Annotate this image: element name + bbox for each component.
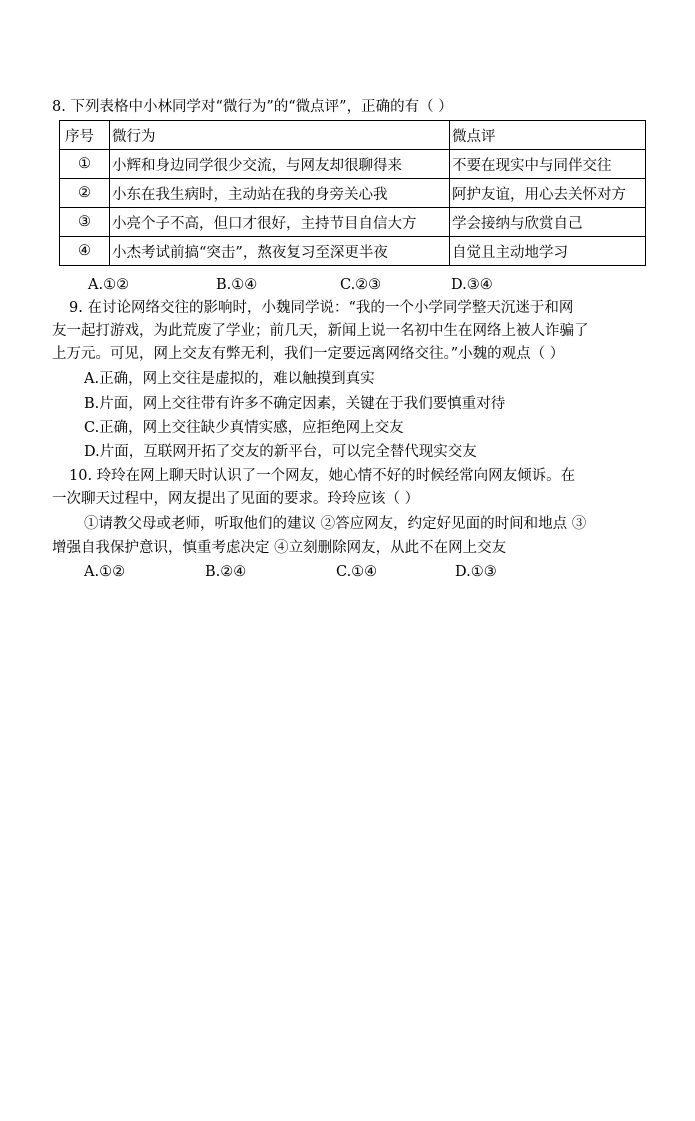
q9-stem-line: 9. 在讨论网络交往的影响时，小魏同学说：“我的一个小学同学整天沉迷于和网 <box>69 300 574 316</box>
q8-table <box>59 120 646 266</box>
q8-option-a: A.①② <box>88 277 130 293</box>
q9-option-c: C.正确，网上交往缺少真情实感，应拒绝网上交友 <box>84 420 404 436</box>
q8-option-b: B.①④ <box>216 277 258 293</box>
q9-stem-line: 友一起打游戏，为此荒废了学业；前几天，新闻上说一名初中生在网络上被人诈骗了 <box>52 323 589 339</box>
row-comment: 不要在现实中与同伴交往 <box>450 150 646 179</box>
q10-option-b: B.②④ <box>205 564 247 580</box>
q9-option-d: D.片面，互联网开拓了交友的新平台，可以完全替代现实交友 <box>84 444 477 460</box>
table-row <box>60 208 646 237</box>
table-header-row <box>60 121 646 150</box>
q8-option-d: D.③④ <box>451 277 493 293</box>
row-index: ① <box>60 150 110 179</box>
row-behavior: 小亮个子不高，但口才很好，主持节目自信大方 <box>110 208 450 237</box>
header-comment: 微点评 <box>450 121 646 150</box>
q10-options <box>0 562 695 582</box>
row-behavior: 小东在我生病时，主动站在我的身旁关心我 <box>110 179 450 208</box>
row-comment: 阿护友谊，用心去关怀对方 <box>450 179 646 208</box>
row-index: ④ <box>60 237 110 266</box>
row-behavior: 小杰考试前搞“突击”，熬夜复习至深更半夜 <box>110 237 450 266</box>
row-behavior: 小辉和身边同学很少交流，与网友却很聊得来 <box>110 150 450 179</box>
table-row <box>60 150 646 179</box>
q10-option-d: D.①③ <box>455 564 497 580</box>
row-index: ② <box>60 179 110 208</box>
q9-option-a: A.正确，网上交往是虚拟的，难以触摸到真实 <box>84 371 375 387</box>
header-behavior: 微行为 <box>110 121 450 150</box>
header-index: 序号 <box>60 121 110 150</box>
q8-options <box>0 275 695 295</box>
row-comment: 学会接纳与欣赏自己 <box>450 208 646 237</box>
q10-stem-line: 一次聊天过程中，网友提出了见面的要求。玲玲应该（ ） <box>52 491 420 507</box>
q8-option-c: C.②③ <box>340 277 382 293</box>
q10-choices-line: ①请教父母或老师，听取他们的建议 ②答应网友，约定好见面的时间和地点 ③ <box>84 516 587 532</box>
q8-stem: 8. 下列表格中小林同学对“微行为”的“微点评”，正确的有（ ） <box>52 99 453 115</box>
q10-choices-line: 增强自我保护意识，慎重考虑决定 ④立刻删除网友，从此不在网上交友 <box>52 540 507 556</box>
table-row <box>60 179 646 208</box>
q9-option-b: B.片面，网上交往带有许多不确定因素，关键在于我们要慎重对待 <box>84 396 506 412</box>
table-row <box>60 237 646 266</box>
q10-option-c: C.①④ <box>336 564 378 580</box>
row-index: ③ <box>60 208 110 237</box>
q10-stem-line: 10. 玲玲在网上聊天时认识了一个网友，她心情不好的时候经常向网友倾诉。在 <box>69 468 576 484</box>
row-comment: 自觉且主动地学习 <box>450 237 646 266</box>
q9-stem-line: 上万元。可见，网上交友有弊无利，我们一定要远离网络交往。”小魏的观点（ ） <box>52 346 565 362</box>
q10-option-a: A.①② <box>84 564 126 580</box>
